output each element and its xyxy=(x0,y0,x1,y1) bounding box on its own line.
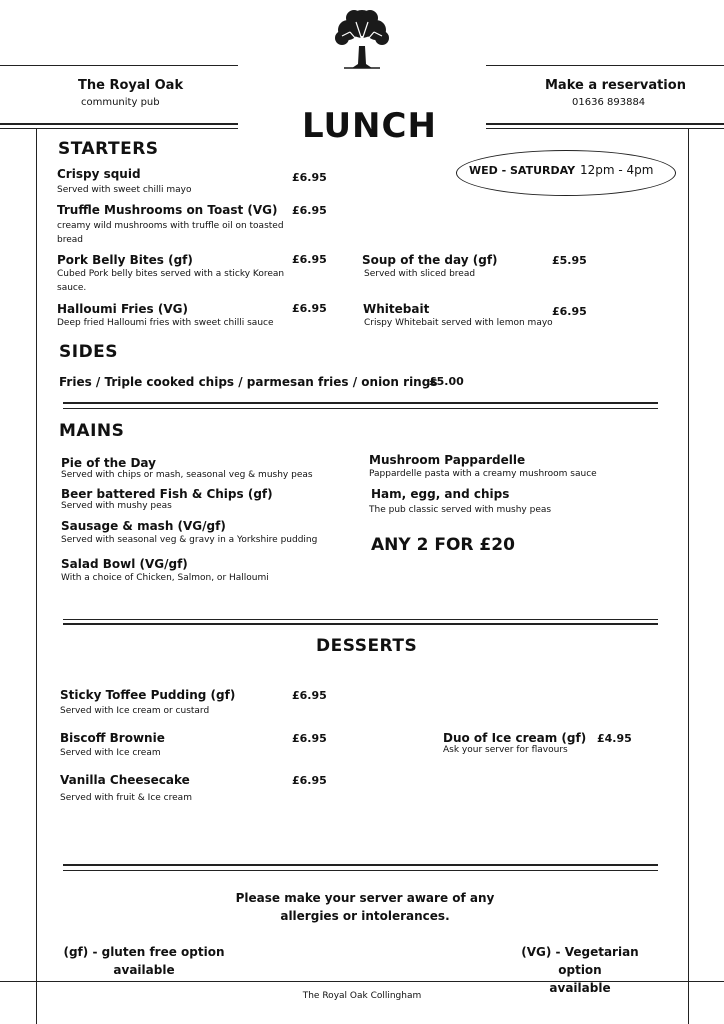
hours-times: 12pm - 4pm xyxy=(580,163,654,177)
dessert-name: Sticky Toffee Pudding (gf) xyxy=(60,688,236,702)
starter-price: £6.95 xyxy=(292,204,327,217)
dessert-name: Biscoff Brownie xyxy=(60,731,165,745)
dessert-name: Vanilla Cheesecake xyxy=(60,773,190,787)
divider xyxy=(63,402,658,404)
main-name: Mushroom Pappardelle xyxy=(369,453,526,467)
starter-desc: Cubed Pork belly bites served with a sticky Korean sauce. xyxy=(57,269,285,293)
header-right-rule xyxy=(486,123,724,125)
sides-heading: SIDES xyxy=(59,342,119,362)
dessert-desc: Served with Ice cream xyxy=(60,748,161,758)
divider xyxy=(63,408,658,409)
main-name: Salad Bowl (VG/gf) xyxy=(61,557,188,571)
footer-venue: The Royal Oak Collingham xyxy=(302,991,422,1001)
vg-key xyxy=(498,943,662,997)
starter-desc: Served with sweet chilli mayo xyxy=(57,185,192,195)
reservation-label: Make a reservation xyxy=(545,78,686,93)
dessert-price: £6.95 xyxy=(292,689,327,702)
phone-number: 01636 893884 xyxy=(572,97,646,108)
desserts-heading: DESSERTS xyxy=(316,636,418,656)
main-desc: Served with seasonal veg & gravy in a Yorkshire pudding xyxy=(61,535,318,545)
mains-offer: ANY 2 FOR £20 xyxy=(371,535,515,555)
starter-name: Truffle Mushrooms on Toast (VG) xyxy=(57,203,278,217)
main-desc: The pub classic served with mushy peas xyxy=(369,505,552,515)
starter-name: Halloumi Fries (VG) xyxy=(57,302,188,316)
starter-name: Crispy squid xyxy=(57,167,141,181)
dessert-desc: Ask your server for flavours xyxy=(443,745,568,755)
vg-line-2: available xyxy=(549,981,611,995)
allergy-line-1: Please make your server aware of any xyxy=(235,891,495,905)
dessert-desc: Served with fruit & Ice cream xyxy=(60,793,192,803)
gf-key xyxy=(62,943,226,979)
starter-price: £6.95 xyxy=(292,302,327,315)
starters-heading: STARTERS xyxy=(58,139,159,159)
starter-price: £6.95 xyxy=(292,171,327,184)
main-desc: With a choice of Chicken, Salmon, or Halloumi xyxy=(61,573,269,583)
dessert-desc: Served with Ice cream or custard xyxy=(60,706,210,716)
starter-name: Soup of the day (gf) xyxy=(362,253,498,267)
main-name: Sausage & mash (VG/gf) xyxy=(61,519,226,533)
main-desc: Served with chips or mash, seasonal veg & mushy peas xyxy=(61,470,313,480)
starter-name: Whitebait xyxy=(363,302,430,316)
top-left-rule xyxy=(0,65,238,66)
hours-days: WED - SATURDAY xyxy=(469,164,576,177)
menu-title: LUNCH xyxy=(302,106,437,146)
gf-line-2: available xyxy=(113,963,175,977)
divider xyxy=(63,623,658,625)
starter-price: £6.95 xyxy=(292,253,327,266)
oak-tree-icon xyxy=(332,6,392,70)
main-name: Pie of the Day xyxy=(61,456,156,470)
dessert-price: £6.95 xyxy=(292,732,327,745)
dessert-name: Duo of Ice cream (gf) xyxy=(443,731,587,745)
dessert-price: £4.95 xyxy=(597,732,632,745)
divider xyxy=(63,619,658,620)
allergy-line-2: allergies or intolerances. xyxy=(280,909,450,923)
left-frame xyxy=(36,129,37,1024)
divider xyxy=(63,870,658,871)
dessert-price: £6.95 xyxy=(292,774,327,787)
main-desc: Served with mushy peas xyxy=(61,501,172,511)
sides-list: Fries / Triple cooked chips / parmesan fries / onion rings xyxy=(59,375,438,389)
vg-line-1: (VG) - Vegetarian option xyxy=(521,945,639,977)
right-frame xyxy=(688,129,689,1024)
divider xyxy=(63,864,658,866)
starter-name: Pork Belly Bites (gf) xyxy=(57,253,193,267)
starter-desc: Served with sliced bread xyxy=(364,269,476,279)
starter-desc: creamy wild mushrooms with truffle oil on toasted bread xyxy=(57,221,284,245)
starter-desc: Crispy Whitebait served with lemon mayo xyxy=(364,318,553,328)
header-left-rule xyxy=(0,123,238,125)
allergy-note xyxy=(210,889,520,925)
venue-subtitle: community pub xyxy=(81,97,160,108)
top-right-rule xyxy=(486,65,724,66)
mains-heading: MAINS xyxy=(59,421,125,441)
gf-line-1: (gf) - gluten free option xyxy=(63,945,225,959)
venue-name: The Royal Oak xyxy=(78,78,184,93)
sides-price: £5.00 xyxy=(429,375,464,388)
main-name: Beer battered Fish & Chips (gf) xyxy=(61,487,273,501)
starter-price: £6.95 xyxy=(552,305,587,318)
starter-price: £5.95 xyxy=(552,254,587,267)
main-name: Ham, egg, and chips xyxy=(371,487,510,501)
main-desc: Pappardelle pasta with a creamy mushroom sauce xyxy=(369,469,597,479)
starter-desc: Deep fried Halloumi fries with sweet chilli sauce xyxy=(57,318,274,328)
